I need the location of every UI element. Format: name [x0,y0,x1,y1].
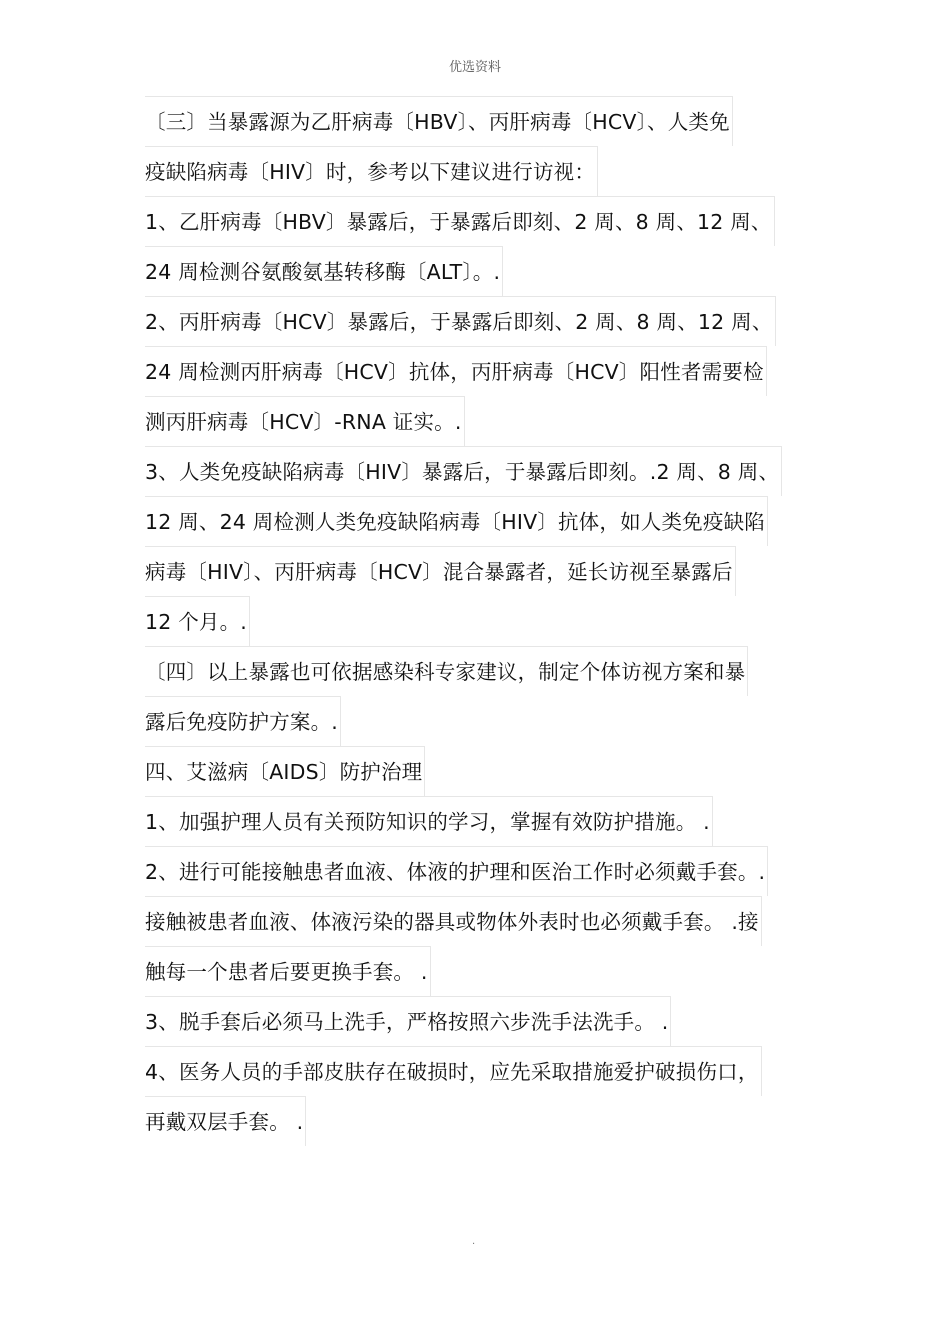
text-line [145,446,807,496]
text-line [145,1096,807,1146]
text-line-content: 1、乙肝病毒〔HBV〕暴露后，于暴露后即刻、2 周、8 周、12 周、 [145,196,775,246]
text-line-content: 触每一个患者后要更换手套。 . [145,946,431,996]
text-line-content: 1、加强护理人员有关预防知识的学习，掌握有效防护措施。 . [145,796,713,846]
text-line-content: 〔三〕当暴露源为乙肝病毒〔HBV〕、丙肝病毒〔HCV〕、人类免 [145,96,733,146]
text-line-content: 露后免疫防护方案。. [145,696,341,746]
text-line [145,96,807,146]
text-line-content: 2、进行可能接触患者血液、体液的护理和医治工作时必须戴手套。. [145,846,768,896]
text-line [145,1046,807,1096]
text-line [145,346,807,396]
text-line [145,946,807,996]
text-line [145,696,807,746]
text-line-content: 24 周检测丙肝病毒〔HCV〕抗体，丙肝病毒〔HCV〕阳性者需要检 [145,346,767,396]
text-line [145,846,807,896]
text-line-content: 〔四〕以上暴露也可依据感染科专家建议，制定个体访视方案和暴 [145,646,748,696]
text-line-content: 24 周检测谷氨酸氨基转移酶〔ALT〕。. [145,246,503,296]
text-line [145,296,807,346]
text-line [145,496,807,546]
text-line [145,996,807,1046]
page-footer-mark: . [472,1236,476,1247]
text-line-content: 再戴双层手套。 . [145,1096,306,1146]
document-body [145,96,807,1146]
text-line [145,646,807,696]
text-line-content: 3、脱手套后必须马上洗手，严格按照六步洗手法洗手。 . [145,996,671,1046]
text-line [145,796,807,846]
text-line [145,896,807,946]
page-header: 优选资料 [448,60,501,75]
text-line [145,546,807,596]
text-line-content: 疫缺陷病毒〔HIV〕时，参考以下建议进行访视： [145,146,598,196]
text-line-content: 12 个月。. [145,596,250,646]
text-line [145,596,807,646]
text-line-content: 12 周、24 周检测人类免疫缺陷病毒〔HIV〕抗体，如人类免疫缺陷 [145,496,768,546]
section-heading-text: 四、艾滋病〔AIDS〕防护治理 [145,746,425,796]
text-line-content: 4、医务人员的手部皮肤存在破损时，应先采取措施爱护破损伤口， [145,1046,762,1096]
text-line-content: 接触被患者血液、体液污染的器具或物体外表时也必须戴手套。 .接 [145,896,762,946]
text-line [145,246,807,296]
text-line-content: 病毒〔HIV〕、丙肝病毒〔HCV〕混合暴露者，延长访视至暴露后 [145,546,736,596]
section-heading [145,746,807,796]
text-line-content: 2、丙肝病毒〔HCV〕暴露后，于暴露后即刻、2 周、8 周、12 周、 [145,296,776,346]
text-line [145,196,807,246]
text-line [145,146,807,196]
text-line [145,396,807,446]
text-line-content: 3、人类免疫缺陷病毒〔HIV〕暴露后，于暴露后即刻。.2 周、8 周、 [145,446,782,496]
text-line-content: 测丙肝病毒〔HCV〕-RNA 证实。. [145,396,465,446]
